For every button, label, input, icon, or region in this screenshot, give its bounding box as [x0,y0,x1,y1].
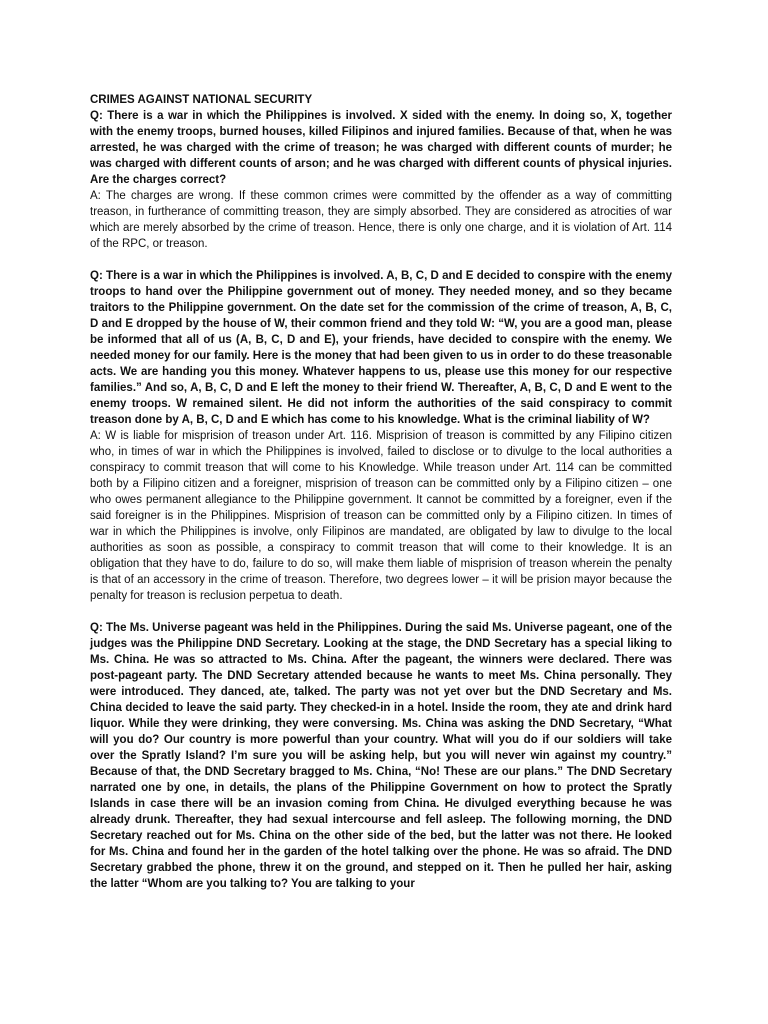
section-heading: CRIMES AGAINST NATIONAL SECURITY [90,94,313,106]
question-2: Q: There is a war in which the Philippines is involved. A, B, C, D and E decided to conspire with the enemy troops to hand over the Philippine government out of money. They needed money, and so they became traitors to the Philippine government. On the date set for the commission of the crime of treason, A, B, C, D and E dropped by the house of W, their common friend and they told W: “W, you are a good man, please be informed that all of us (A, B, C, D and E), your friends, have decided to conspire with the enemy. We needed money for our family. Here is the money that had been given to us in order to do these treasonable acts. We are handing you this money. Whatever happens to us, please use this money for our respective families.” And so, A, B, C, D and E left the money to their friend W. Thereafter, A, B, C, D and E went to the enemy troops. W remained silent. He did not inform the authorities of the said conspiracy to commit treason done by A, B, C, D and E which has come to his knowledge. What is the criminal liability of W? [90,270,672,426]
document-body [90,92,672,892]
answer-2: A: W is liable for misprision of treason under Art. 116. Misprision of treason is committed by any Filipino citizen who, in times of war in which the Philippines is involved, failed to disclose or to divulge to the local authorities a conspiracy to commit treason that will come to his Knowledge. While treason under Art. 114 can be committed both by a Filipino citizen and a foreigner, misprision of treason can be committed only by a Filipino citizen – one who owes permanent allegiance to the Philippine government. It cannot be committed by a foreigner, even if the said foreigner is in the Philippines. Misprision of treason can be committed only by a Filipino citizen. In times of war in which the Philippines is involve, only Filipinos are mandated, are obligated by law to divulge to the local authorities as soon as possible, a conspiracy to commit treason that will come to their knowledge. It is an obligation that they have to do, failure to do so, will make them liable of misprision of treason wherein the penalty is that of an accessory in the crime of treason. Therefore, two degrees lower – it will be prision mayor because the penalty for treason is reclusion perpetua to death. [90,430,672,602]
question-3: Q: The Ms. Universe pageant was held in the Philippines. During the said Ms. Universe pageant, one of the judges was the Philippine DND Secretary. Looking at the stage, the DND Secretary has a special liking to Ms. China. He was so attracted to Ms. China. After the pageant, the winners were declared. There was post-pageant party. The DND Secretary attended because he wants to meet Ms. China personally. They were introduced. They danced, ate, talked. The party was not yet over but the DND Secretary and Ms. China decided to leave the said party. They checked-in in a hotel. Inside the room, they ate and drink hard liquor. While they were drinking, they were conversing. Ms. China was asking the DND Secretary, “What will you do? Our country is more powerful than your country. What will you do if our soldiers will take over the Spratly Island? I’m sure you will be asking help, but you will never win against my country.” Because of that, the DND Secretary bragged to Ms. China, “No! These are our plans.” The DND Secretary narrated one by one, in details, the plans of the Philippine Government on how to protect the Spratly Islands in case there will be an invasion coming from China. He divulged everything because he was already drunk. Thereafter, they had sexual intercourse and fell asleep. The following morning, the DND Secretary reached out for Ms. China on the other side of the bed, but the latter was not there. He looked for Ms. China and found her in the garden of the hotel talking over the phone. He was so afraid. The DND Secretary grabbed the phone, threw it on the ground, and stepped on it. Then he pulled her hair, asking the latter “Whom are you talking to? You are talking to your [90,622,672,890]
answer-1: A: The charges are wrong. If these common crimes were committed by the offender as a way of committing treason, in furtherance of committing treason, they are simply absorbed. They are considered as atrocities of war which are merely absorbed by the crime of treason. Hence, there is only one charge, and it is violation of Art. 114 of the RPC, or treason. [90,190,672,250]
paragraph-gap [90,604,672,620]
question-1: Q: There is a war in which the Philippines is involved. X sided with the enemy. In doing so, X, together with the enemy troops, burned houses, killed Filipinos and injured families. Because of that, when he was arrested, he was charged with the crime of treason; he was charged with different counts of murder; he was charged with different counts of arson; and he was charged with different counts of physical injuries. Are the charges correct? [90,110,672,186]
paragraph-gap [90,252,672,268]
